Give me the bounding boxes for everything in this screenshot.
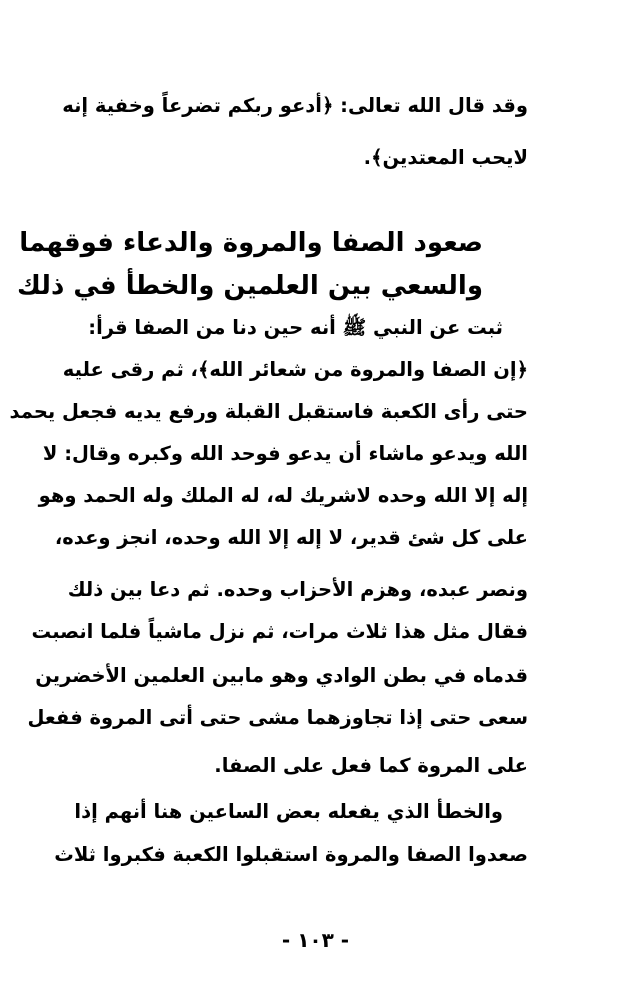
- body-line: الله ويدعو ماشاء أن يدعو فوحد الله وكبره وقال: لا: [42, 442, 528, 465]
- body-line: سعى حتى إذا تجاوزهما مشى حتى أتى المروة ففعل: [27, 706, 528, 729]
- body-line: ونصر عبده، وهزم الأحزاب وحده. ثم دعا بين ذلك: [67, 578, 528, 601]
- page-number: - ١٠٣ -: [281, 928, 350, 952]
- section-heading-line-1: صعود الصفا والمروة والدعاء فوقهما: [19, 228, 483, 258]
- body-line: قدماه في بطن الوادي وهو مابين العلمين الأخضرين: [35, 664, 528, 687]
- quote-line-1: وقد قال الله تعالى: ﴿أدعو ربكم تضرعاً وخفية إنه: [62, 94, 528, 117]
- body-line: إله إلا الله وحده لاشريك له، له الملك وله الحمد وهو: [38, 484, 528, 507]
- body-line: والخطأ الذي يفعله بعض الساعين هنا أنهم إذا: [74, 800, 503, 823]
- body-line: حتى رأى الكعبة فاستقبل القبلة ورفع يديه فجعل يحمد: [9, 400, 528, 423]
- body-line: فقال مثل هذا ثلاث مرات، ثم نزل ماشياً فلما انصبت: [31, 620, 528, 643]
- body-line: على المروة كما فعل على الصفا.: [214, 754, 528, 777]
- section-heading-line-2: والسعي بين العلمين والخطأ في ذلك: [16, 271, 483, 301]
- body-line: ثبت عن النبي ﷺ أنه حين دنا من الصفا قرأ:: [88, 316, 503, 339]
- quote-line-2: لايحب المعتدين﴾.: [363, 146, 528, 169]
- body-line: على كل شئ قدير، لا إله إلا الله وحده، انجز وعده،: [54, 526, 528, 549]
- body-line: صعدوا الصفا والمروة استقبلوا الكعبة فكبروا ثلاث: [54, 843, 528, 866]
- body-line: ﴿إن الصفا والمروة من شعائر الله﴾، ثم رقى عليه: [62, 358, 528, 381]
